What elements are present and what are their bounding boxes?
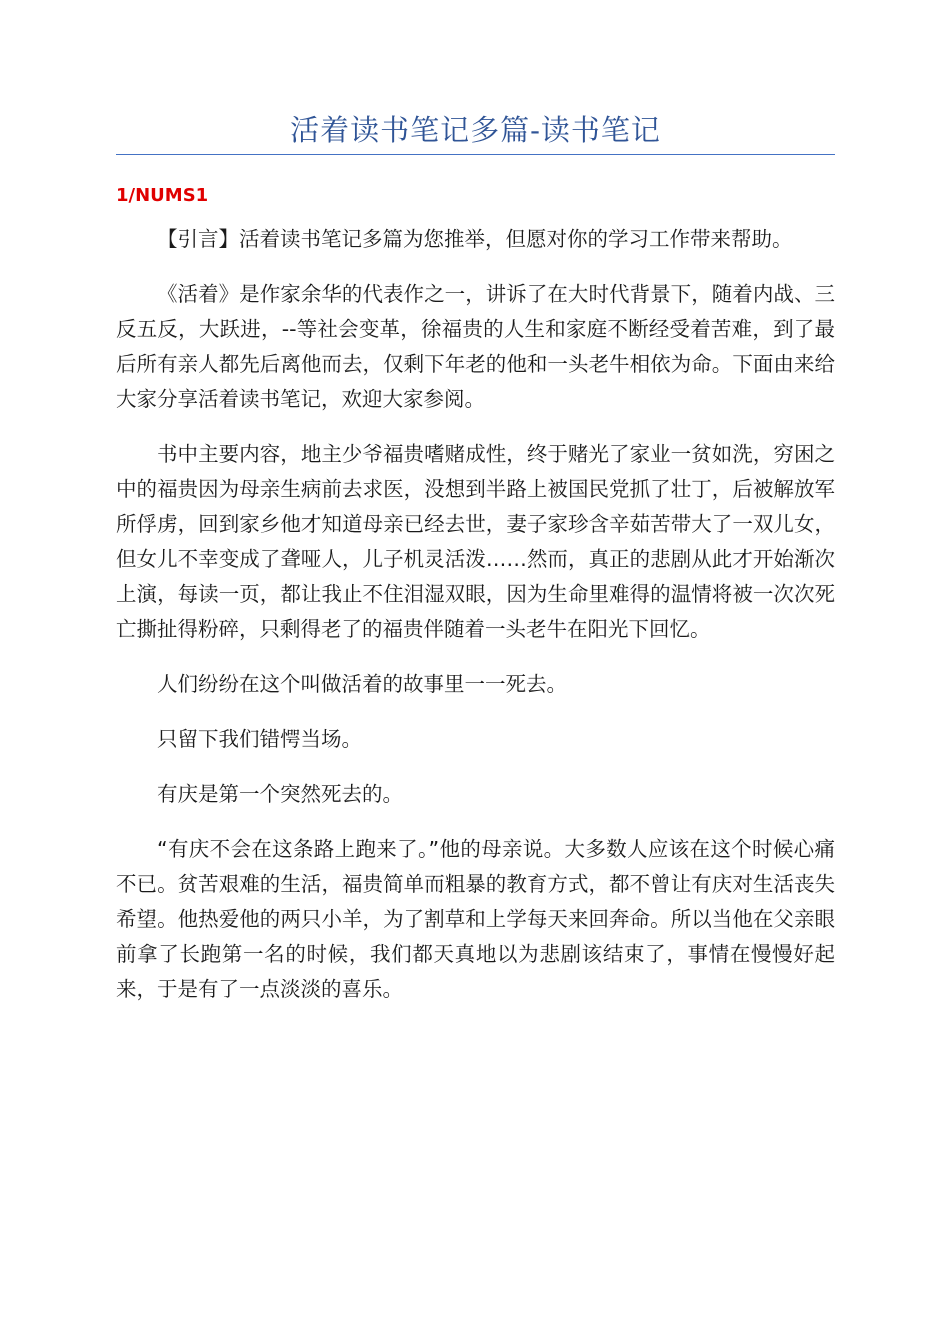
paragraph: “有庆不会在这条路上跑来了。”他的母亲说。大多数人应该在这个时候心痛不已。贫苦艰难的生活，福贵简单而粗暴的教育方式，都不曾让有庆对生活丧失希望。他热爱他的两只小羊，为了割草和上学每天来回奔命。所以当他在父亲眼前拿了长跑第一名的时候，我们都天真地以为悲剧该结束了，事情在慢慢好起来，于是有了一点淡淡的喜乐。: [116, 837, 835, 1001]
title-underline: [116, 154, 835, 155]
paragraph: 有庆是第一个突然死去的。: [157, 782, 403, 806]
page-number-marker: 1/NUMS1: [116, 185, 209, 206]
document-body: [116, 222, 835, 1027]
document-title: 活着读书笔记多篇-读书笔记: [290, 113, 661, 147]
paragraph: 人们纷纷在这个叫做活着的故事里一一死去。: [157, 672, 567, 696]
paragraph: 书中主要内容，地主少爷福贵嗜赌成性，终于赌光了家业一贫如洗，穷困之中的福贵因为母亲生病前去求医，没想到半路上被国民党抓了壮丁，后被解放军所俘虏，回到家乡他才知道母亲已经去世，妻子家珍含辛茹苦带大了一双儿女，但女儿不幸变成了聋哑人，儿子机灵活泼……然而，真正的悲剧从此才开始渐次上演，每读一页，都让我止不住泪湿双眼，因为生命里难得的温情将被一次次死亡撕扯得粉碎，只剩得老了的福贵伴随着一头老牛在阳光下回忆。: [116, 442, 835, 641]
paragraph: 只留下我们错愕当场。: [157, 727, 362, 751]
paragraph: 《活着》是作家余华的代表作之一，讲诉了在大时代背景下，随着内战、三反五反，大跃进，--等社会变革，徐福贵的人生和家庭不断经受着苦难，到了最后所有亲人都先后离他而去，仅剩下年老的他和一头老牛相依为命。下面由来给大家分享活着读书笔记，欢迎大家参阅。: [116, 282, 835, 411]
paragraph-intro: 【引言】活着读书笔记多篇为您推举，但愿对你的学习工作带来帮助。: [157, 227, 793, 251]
